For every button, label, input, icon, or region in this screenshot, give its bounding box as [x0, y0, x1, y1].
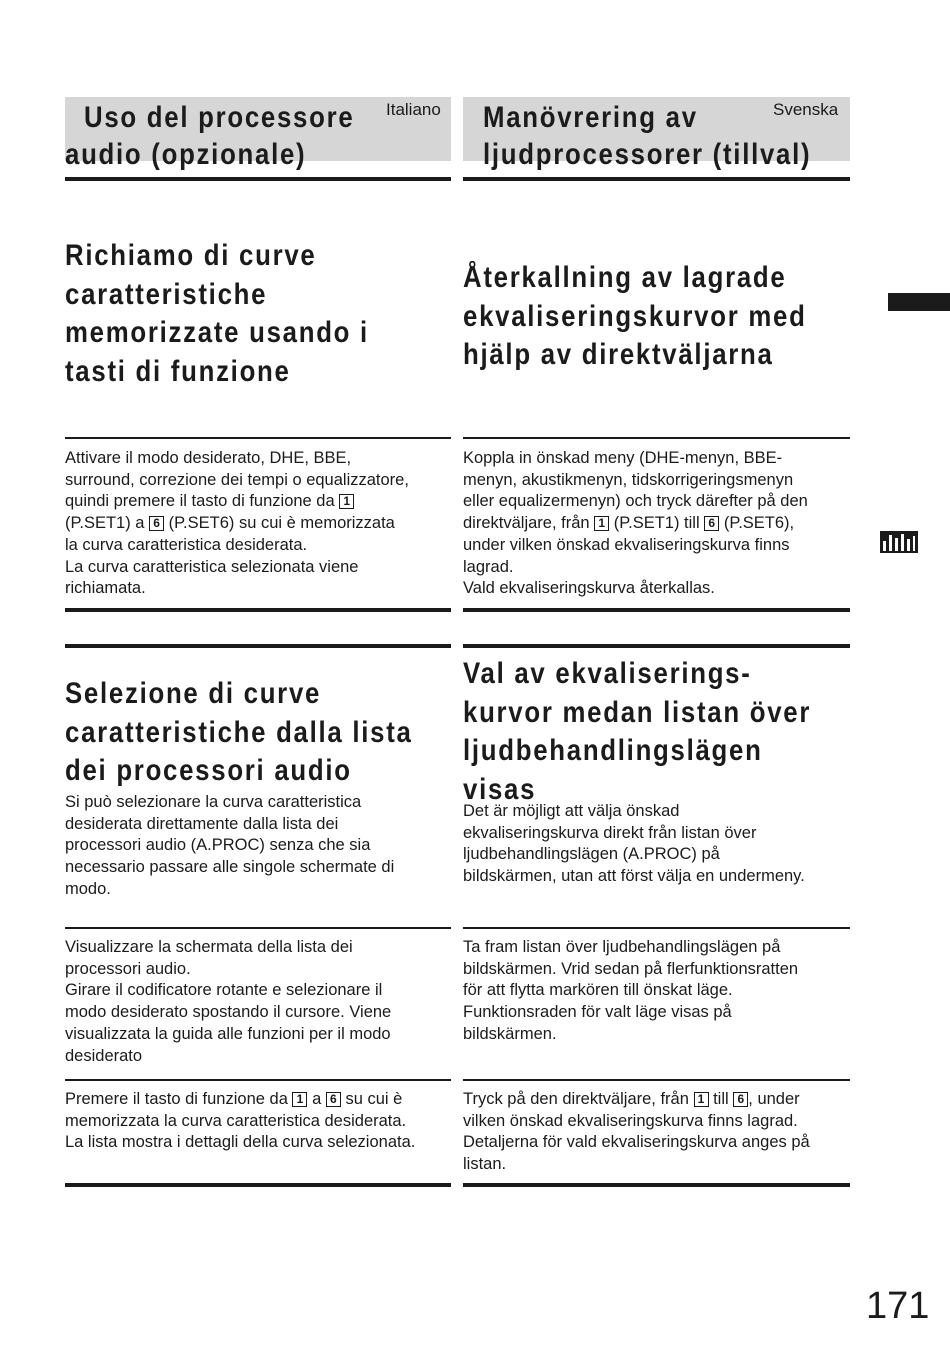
text-line: processori audio. [65, 959, 191, 978]
text-line: bildskärmen. [463, 1024, 557, 1043]
right-step1-top-rule [463, 927, 850, 929]
text-line: Det är möjligt att välja önskad [463, 802, 680, 820]
right-section2-top-rule [463, 644, 850, 648]
text-line: bildskärmen, utan att först välja en undermeny. [463, 867, 805, 886]
text-line: under vilken önskad ekvaliseringskurva finns [463, 535, 790, 554]
left-section1-paragraph [65, 448, 455, 600]
right-header-rule [463, 177, 850, 181]
key-1-icon: 1 [339, 494, 354, 509]
text-line: su cui è [345, 1090, 403, 1108]
page-number: 171 [866, 1285, 930, 1327]
text-line: La lista mostra i dettagli della curva selezionata. [65, 1133, 416, 1152]
text-line: (P.SET1) till [613, 514, 700, 533]
key-6-icon: 6 [149, 516, 164, 531]
left-step1 [65, 937, 455, 1067]
text-line: La curva caratteristica selezionata viene [65, 557, 359, 576]
title-line: dei processori audio [65, 754, 352, 787]
text-line: quindi premere il tasto di funzione da [65, 492, 335, 511]
text-line: (P.SET1) a [65, 514, 145, 533]
left-section2-intro [65, 792, 455, 901]
right-header-title-line1: Manövrering av [483, 101, 698, 134]
text-line: ekvaliseringskurva direkt från listan över [463, 823, 757, 842]
text-line: Tryck på den direktväljare, från [463, 1090, 689, 1108]
left-header-title-line1: Uso del processore [84, 101, 355, 134]
text-line: bildskärmen. Vrid sedan på flerfunktionsratten [463, 959, 799, 978]
right-section2-title [463, 655, 811, 809]
text-line: processori audio (A.PROC) senza che sia [65, 836, 371, 855]
text-line: vilken önskad ekvaliseringskurva finns lagrad. [463, 1111, 798, 1130]
key-6-icon: 6 [704, 516, 719, 531]
text-line: richiamata. [65, 579, 146, 598]
text-line: la curva caratteristica desiderata. [65, 535, 308, 554]
title-line: memorizzate usando i [65, 316, 369, 349]
left-header-rule [65, 177, 451, 181]
text-line: surround, correzione dei tempi o equalizzatore, [65, 470, 409, 489]
right-section1-paragraph [463, 448, 853, 600]
right-section1-bottom-rule [463, 608, 850, 612]
right-step2-top-rule [463, 1079, 850, 1081]
title-line: kurvor medan listan över [463, 695, 812, 729]
title-line: caratteristiche [65, 277, 268, 311]
title-line: caratteristiche dalla lista [65, 715, 413, 749]
key-1-icon: 1 [594, 516, 609, 531]
text-line: desiderato [65, 1046, 143, 1065]
title-line: Selezione di curve [65, 677, 322, 710]
right-bottom-rule [463, 1183, 850, 1187]
text-line: modo. [65, 879, 111, 898]
text-line: necessario passare alle singole schermate di [65, 858, 395, 877]
left-header-title-line2: audio (opzionale) [65, 138, 307, 171]
title-line: ljudbehandlingslägen [463, 734, 763, 767]
left-step1-top-rule [65, 927, 451, 929]
left-step2-top-rule [65, 1079, 451, 1081]
text-line: ljudbehandlingslägen (A.PROC) på [463, 845, 720, 864]
key-6-icon: 6 [733, 1092, 748, 1107]
text-line: eller equalizermenyn) och tryck därefter på den [463, 492, 808, 511]
text-line: a [312, 1090, 322, 1108]
text-line: memorizzata la curva caratteristica desiderata. [65, 1111, 407, 1130]
text-line: Si può selezionare la curva caratteristica [65, 793, 362, 811]
title-line: Återkallning av lagrade [463, 261, 787, 294]
left-bottom-rule [65, 1183, 451, 1187]
title-line: Richiamo di curve [65, 239, 317, 272]
text-line: (P.SET6), [723, 514, 795, 533]
key-6-icon: 6 [326, 1092, 341, 1107]
title-line: tasti di funzione [65, 354, 291, 388]
right-language-label: Svenska [773, 100, 839, 119]
text-line: till [713, 1090, 729, 1108]
right-section1-title [463, 259, 807, 375]
title-line: Val av ekvaliserings- [463, 657, 752, 690]
equalizer-icon [880, 531, 918, 553]
key-1-icon: 1 [694, 1092, 709, 1107]
text-line: Vald ekvaliseringskurva återkallas. [463, 579, 715, 598]
text-line: Ta fram listan över ljudbehandlingslägen på [463, 938, 781, 956]
left-para1-top-rule [65, 437, 451, 439]
left-section1-title [65, 237, 369, 391]
text-line: Visualizzare la schermata della lista dei [65, 938, 353, 956]
text-line: modo desiderato spostando il cursore. Viene [65, 1003, 392, 1022]
text-line: menyn, akustikmenyn, tidskorrigeringsmenyn [463, 470, 794, 489]
right-header-title-line2: ljudprocessorer (tillval) [483, 138, 812, 171]
text-line: Girare il codificatore rotante e selezionare il [65, 981, 383, 1000]
text-line: (P.SET6) su cui è memorizzata [168, 514, 395, 533]
text-line: direktväljare, från [463, 514, 590, 533]
side-tab-marker [888, 293, 950, 311]
text-line: Koppla in önskad meny (DHE-menyn, BBE- [463, 449, 783, 467]
text-line: lagrad. [463, 557, 514, 576]
left-step2 [65, 1089, 457, 1154]
text-line: visualizzata la guida alle funzioni per il modo [65, 1024, 391, 1043]
title-line: hjälp av direktväljarna [463, 338, 774, 371]
right-step2 [463, 1089, 853, 1176]
left-language-label: Italiano [386, 100, 441, 119]
left-section2-title [65, 675, 413, 791]
right-para1-top-rule [463, 437, 850, 439]
text-line: Detaljerna för vald ekvaliseringskurva anges på [463, 1133, 810, 1152]
text-line: desiderata direttamente dalla lista dei [65, 814, 339, 833]
left-section1-bottom-rule [65, 608, 451, 612]
title-line: ekvaliseringskurvor med [463, 299, 807, 333]
key-1-icon: 1 [292, 1092, 307, 1107]
text-line: Premere il tasto di funzione da [65, 1090, 288, 1108]
text-line: Funktionsraden för valt läge visas på [463, 1003, 732, 1022]
left-section2-top-rule [65, 644, 451, 648]
text-line: , under [748, 1090, 800, 1108]
right-step1 [463, 937, 853, 1046]
text-line: för att flytta markören till önskat läge. [463, 981, 733, 1000]
text-line: Attivare il modo desiderato, DHE, BBE, [65, 449, 352, 467]
title-line: visas [463, 772, 537, 806]
right-section2-intro [463, 801, 853, 888]
text-line: listan. [463, 1155, 507, 1174]
